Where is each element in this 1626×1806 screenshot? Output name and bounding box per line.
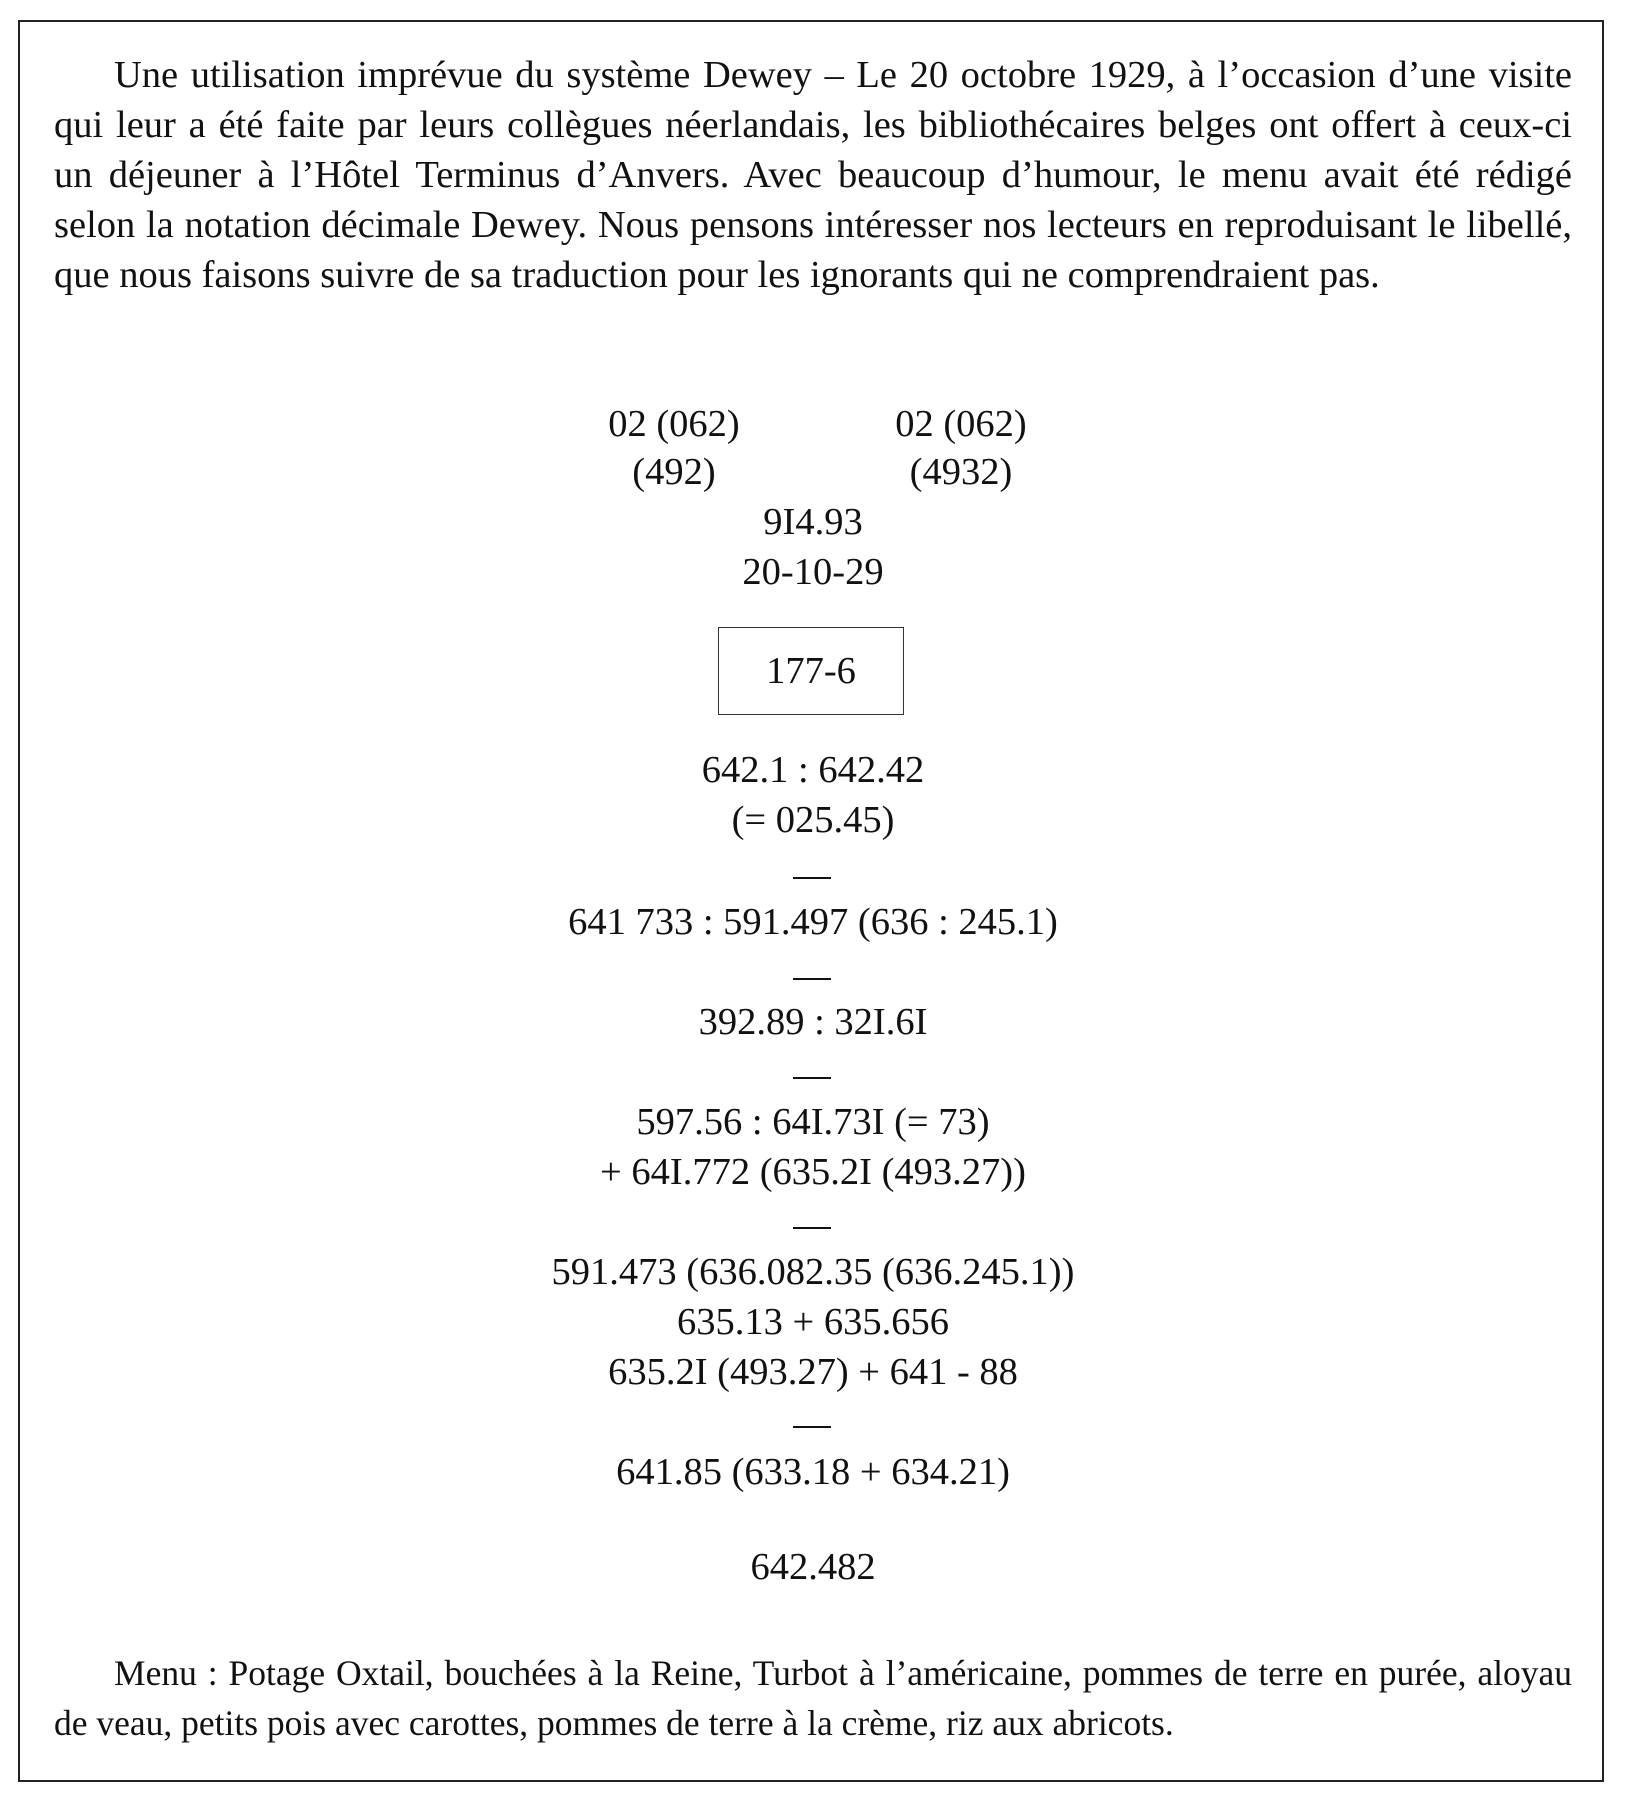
menu-translation: Menu : Potage Oxtail, bouchées à la Reine, Turbot à l’américaine, pommes de terre en purée, aloyau de veau, petits pois avec carottes, pommes de terre à la crème, riz aux abricots. xyxy=(54,1653,1572,1743)
course-5-line-2: 635.13 + 635.656 xyxy=(677,1301,949,1343)
boxed-code: 177-6 xyxy=(718,627,904,715)
header-right-top: 02 (062) xyxy=(895,403,1027,445)
course-6-line-1: 641.85 (633.18 + 634.21) xyxy=(616,1451,1010,1493)
course-separator xyxy=(793,1426,831,1428)
course-5-line-3: 635.2I (493.27) + 641 - 88 xyxy=(608,1351,1018,1393)
course-separator xyxy=(793,1077,831,1079)
intro-paragraph: Une utilisation imprévue du système Dewey – Le 20 octobre 1929, à l’occasion d’une visite qui leur a été faite par leurs collègues néerlandais, les bibliothécaires belges ont offert à ceux-ci un déjeuner à l’Hôtel Terminus d’Anvers. Avec beaucoup d’humour, le menu avait été rédigé selon la notation décimale Dewey. Nous pensons intéresser nos lecteurs en reproduisant le libellé, que nous faisons suivre de sa traduction pour les ignorants qui ne comprendraient pas. xyxy=(54,54,1572,296)
header-right-bottom: (4932) xyxy=(909,451,1013,493)
menu-date: 20-10-29 xyxy=(742,551,884,593)
course-2-line-1: 641 733 : 591.497 (636 : 245.1) xyxy=(568,901,1058,943)
course-3-line-1: 392.89 : 32I.6I xyxy=(698,1001,928,1043)
course-1-line-1: 642.1 : 642.42 xyxy=(701,749,925,791)
header-left-top: 02 (062) xyxy=(608,403,740,445)
course-separator xyxy=(793,1227,831,1229)
course-5-line-1: 591.473 (636.082.35 (636.245.1)) xyxy=(551,1251,1075,1293)
place-code: 9I4.93 xyxy=(763,501,863,543)
course-separator xyxy=(793,877,831,879)
course-separator xyxy=(793,978,831,980)
header-left-bottom: (492) xyxy=(632,451,716,493)
course-4-line-1: 597.56 : 64I.73I (= 73) xyxy=(636,1101,990,1143)
course-1-line-2: (= 025.45) xyxy=(731,799,895,841)
course-7-line-1: 642.482 xyxy=(750,1546,876,1588)
course-4-line-2: + 64I.772 (635.2I (493.27)) xyxy=(600,1151,1026,1193)
